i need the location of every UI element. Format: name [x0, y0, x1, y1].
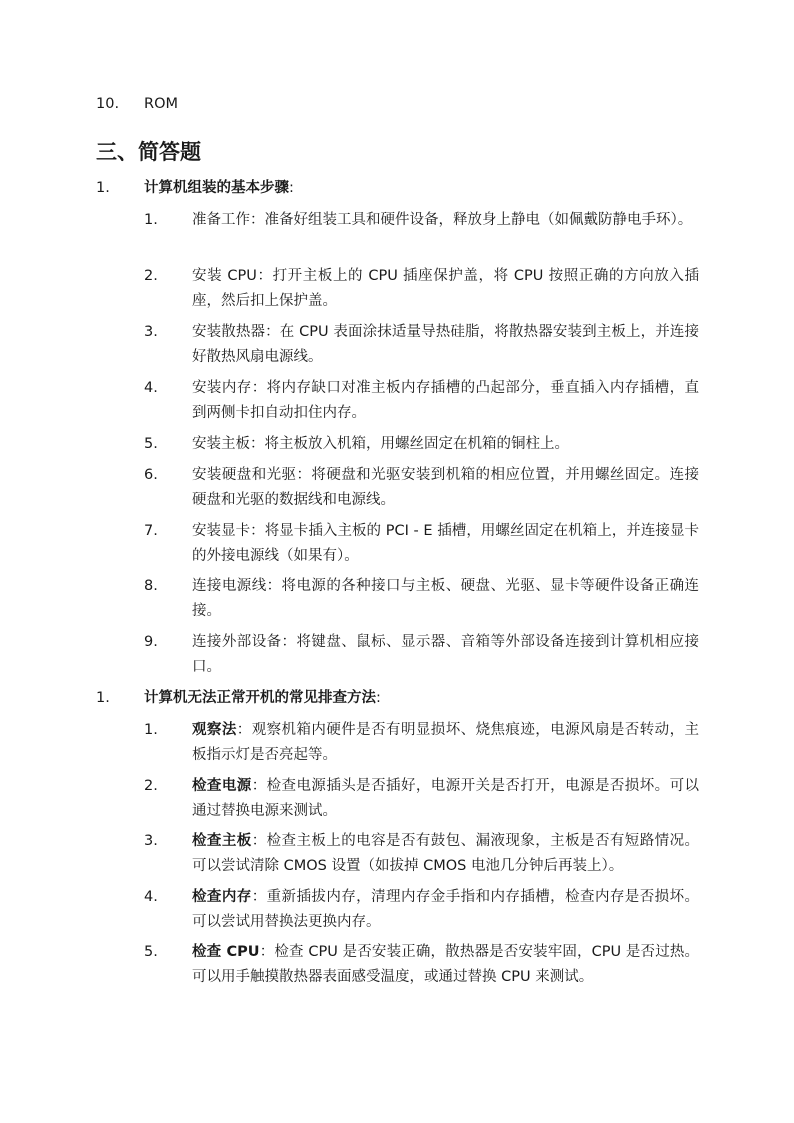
question-number: 1.	[96, 690, 110, 706]
step-text: 安装主板：将主板放入机箱，用螺丝固定在机箱的铜柱上。	[192, 436, 569, 452]
step-label: 检查电源	[192, 778, 252, 794]
question-title: 计算机组装的基本步骤:	[144, 180, 294, 196]
step-number: 7.	[144, 523, 158, 539]
step-text: 安装内存：将内存缺口对准主板内存插槽的凸起部分，垂直插入内存插槽，直到两侧卡扣自动扣住内存。	[192, 380, 699, 421]
step-number: 8.	[144, 578, 158, 594]
step-label: 检查主板	[192, 833, 252, 849]
step-text: 安装散热器：在 CPU 表面涂抹适量导热硅脂，将散热器安装到主板上，并连接好散热风扇电源线。	[192, 324, 699, 365]
step-number: 2.	[144, 778, 158, 794]
step-number: 6.	[144, 467, 158, 483]
step-text: 检查电源：检查电源插头是否插好，电源开关是否打开，电源是否损坏。可以通过替换电源来测试。	[192, 778, 700, 819]
step-text: 检查 CPU：检查 CPU 是否安装正确，散热器是否安装牢固，CPU 是否过热。可以用手触摸散热器表面感受温度，或通过替换 CPU 来测试。	[192, 944, 699, 985]
list-number: 10.	[96, 96, 120, 112]
step-number: 5.	[144, 436, 158, 452]
step-text: 检查主板：检查主板上的电容是否有鼓包、漏液现象，主板是否有短路情况。可以尝试清除 CMOS 设置（如拔掉 CMOS 电池几分钟后再装上）。	[192, 833, 700, 874]
step-number: 1.	[144, 722, 158, 738]
step-text: 安装硬盘和光驱：将硬盘和光驱安装到机箱的相应位置，并用螺丝固定。连接硬盘和光驱的数据线和电源线。	[192, 467, 699, 508]
step-text: 安装 CPU：打开主板上的 CPU 插座保护盖，将 CPU 按照正确的方向放入插座，然后扣上保护盖。	[192, 268, 699, 309]
step-text: 安装显卡：将显卡插入主板的 PCI - E 插槽，用螺丝固定在机箱上，并连接显卡的外接电源线（如果有）。	[192, 523, 699, 564]
step-label: 观察法	[192, 722, 237, 738]
step-number: 3.	[144, 324, 158, 340]
step-text: 观察法：观察机箱内硬件是否有明显损坏、烧焦痕迹，电源风扇是否转动，主板指示灯是否亮起等。	[192, 722, 700, 763]
section-heading: 三、简答题	[96, 140, 201, 164]
step-number: 4.	[144, 380, 158, 396]
step-label: 检查内存	[192, 889, 252, 905]
step-text: 准备工作：准备好组装工具和硬件设备，释放身上静电（如佩戴防静电手环）。	[192, 212, 693, 228]
step-label: 检查 CPU	[192, 944, 260, 960]
step-text: 连接电源线：将电源的各种接口与主板、硬盘、光驱、显卡等硬件设备正确连接。	[192, 578, 699, 619]
step-text: 检查内存：重新插拔内存，清理内存金手指和内存插槽，检查内存是否损坏。可以尝试用替换法更换内存。	[192, 889, 700, 930]
step-number: 3.	[144, 833, 158, 849]
step-text: 连接外部设备：将键盘、鼠标、显示器、音箱等外部设备连接到计算机相应接口。	[192, 634, 699, 675]
list-item-text: ROM	[144, 96, 178, 112]
step-number: 9.	[144, 634, 158, 650]
step-number: 4.	[144, 889, 158, 905]
question-title: 计算机无法正常开机的常见排查方法:	[144, 690, 381, 706]
question-number: 1.	[96, 180, 110, 196]
step-number: 2.	[144, 268, 158, 284]
step-number: 1.	[144, 212, 158, 228]
step-number: 5.	[144, 944, 158, 960]
